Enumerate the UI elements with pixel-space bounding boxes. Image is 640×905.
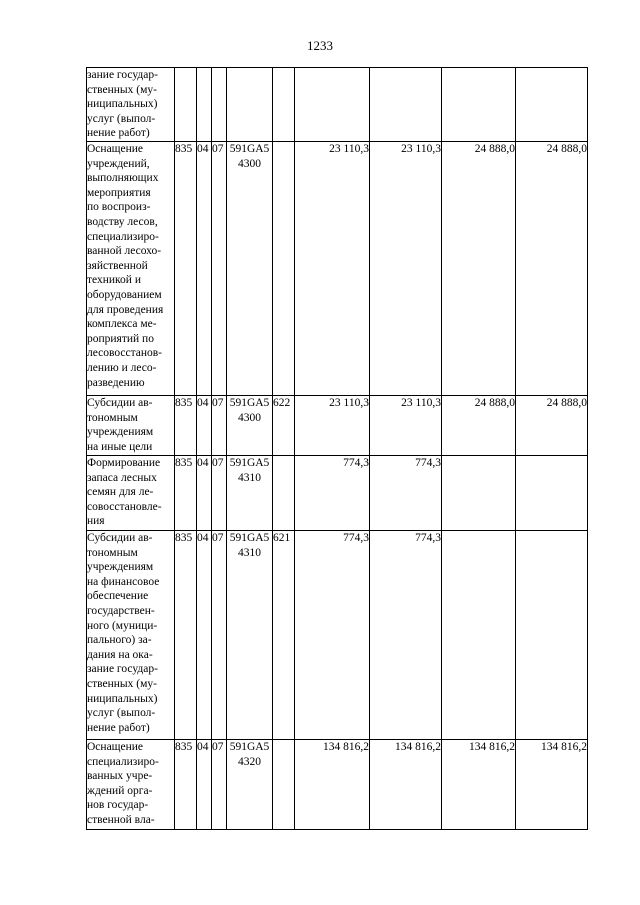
subsection-code: 07 (212, 396, 227, 456)
amount-3: 24 888,0 (442, 396, 516, 456)
row-name-line: ственных (му- (87, 83, 157, 96)
row-name-line: тономным (87, 411, 138, 424)
amount-4 (516, 531, 588, 740)
section-code: 04 (197, 396, 212, 456)
row-name-line: услуг (выпол- (87, 707, 156, 720)
amount-4: 24 888,0 (516, 396, 588, 456)
expense-type-code (273, 740, 295, 830)
table-row (87, 740, 588, 830)
row-name-line: комплекса ме- (87, 318, 157, 331)
amount-3 (442, 456, 516, 531)
amount-2: 134 816,2 (370, 740, 442, 830)
row-name (87, 142, 175, 396)
section-code (197, 68, 212, 142)
row-name-line: Оснащение (87, 741, 144, 753)
row-name-line: обеспечение (87, 590, 149, 603)
amount-2: 774,3 (370, 456, 442, 531)
table-row (87, 456, 588, 531)
target-code-line: 591GA5 (229, 397, 270, 409)
target-article-code (227, 531, 273, 740)
amount-1: 774,3 (295, 456, 370, 531)
target-code-line: 591GA5 (229, 741, 270, 753)
row-name-line: по воспроиз- (87, 201, 151, 214)
amount-3 (442, 531, 516, 740)
subsection-code (212, 68, 227, 142)
row-name-line: лесовосстанов- (87, 347, 163, 360)
target-article-code (227, 68, 273, 142)
target-code-line: 4300 (238, 157, 261, 170)
row-name-line: Субсидии ав- (87, 397, 153, 409)
amount-2 (370, 68, 442, 142)
row-name-line: техникой и (87, 274, 141, 287)
amount-1: 134 816,2 (295, 740, 370, 830)
row-name (87, 68, 175, 142)
amount-3: 24 888,0 (442, 142, 516, 396)
row-name-line: зание государ- (87, 69, 158, 81)
subsection-code: 07 (212, 142, 227, 396)
row-name-line: на иные цели (87, 440, 153, 453)
amount-1: 23 110,3 (295, 142, 370, 396)
amount-1: 23 110,3 (295, 396, 370, 456)
amount-3 (442, 68, 516, 142)
expense-type-code (273, 142, 295, 396)
target-article-code (227, 456, 273, 531)
target-code-line: 591GA5 (229, 532, 270, 544)
amount-4 (516, 456, 588, 531)
row-name-line: дания на ока- (87, 648, 153, 661)
row-name-line: государствен- (87, 604, 155, 617)
row-name-line: мероприятия (87, 186, 151, 199)
row-name-line: разведению (87, 376, 145, 389)
row-name-line: нение работ) (87, 721, 150, 734)
row-name-line: для проведения (87, 303, 164, 316)
section-code: 04 (197, 531, 212, 740)
table-row (87, 396, 588, 456)
row-name-line: Формирование (87, 457, 161, 469)
row-name-line: на финансовое (87, 575, 160, 588)
row-name-line: ванной лесохо- (87, 245, 162, 258)
amount-4: 24 888,0 (516, 142, 588, 396)
row-name-line: ванных учре- (87, 770, 153, 783)
amount-1 (295, 68, 370, 142)
expense-type-code: 621 (273, 531, 295, 740)
ministry-code (175, 68, 197, 142)
row-name-line: роприятий по (87, 332, 154, 345)
row-name-line: лению и лесо- (87, 361, 157, 374)
target-code-line: 4320 (238, 755, 261, 768)
table-row (87, 531, 588, 740)
target-article-code (227, 740, 273, 830)
amount-2: 23 110,3 (370, 396, 442, 456)
row-name-line: семян для ле- (87, 486, 154, 499)
row-name (87, 531, 175, 740)
row-name (87, 456, 175, 531)
target-code-line: 591GA5 (229, 143, 270, 155)
subsection-code: 07 (212, 740, 227, 830)
row-name-line: совосстановле- (87, 500, 162, 513)
row-name-line: ственных (му- (87, 677, 157, 690)
target-code-line: 4310 (238, 471, 261, 484)
row-name (87, 396, 175, 456)
row-name-line: Субсидии ав- (87, 532, 153, 544)
row-name-line: специализиро- (87, 230, 159, 243)
row-name-line: ния (87, 515, 105, 528)
target-code-line: 4310 (238, 546, 261, 559)
subsection-code: 07 (212, 531, 227, 740)
row-name-line: Оснащение (87, 143, 144, 155)
table-row (87, 142, 588, 396)
target-article-code (227, 396, 273, 456)
amount-2: 774,3 (370, 531, 442, 740)
row-name-line: оборудованием (87, 288, 162, 301)
amount-2: 23 110,3 (370, 142, 442, 396)
amount-4: 134 816,2 (516, 740, 588, 830)
page-number: 1233 (307, 38, 333, 53)
row-name-line: пального) за- (87, 634, 152, 647)
target-code-line: 4300 (238, 411, 261, 424)
row-name (87, 740, 175, 830)
row-name-line: ного (муници- (87, 619, 158, 632)
budget-table (86, 67, 588, 830)
ministry-code: 835 (175, 740, 197, 830)
row-name-line: выполняющих (87, 172, 159, 185)
amount-4 (516, 68, 588, 142)
target-code-line: 591GA5 (229, 457, 270, 469)
ministry-code: 835 (175, 142, 197, 396)
expense-type-code (273, 68, 295, 142)
expense-type-code: 622 (273, 396, 295, 456)
row-name-line: услуг (выпол- (87, 112, 156, 125)
amount-1: 774,3 (295, 531, 370, 740)
row-name-line: учреждениям (87, 561, 154, 574)
row-name-line: запаса лесных (87, 471, 157, 484)
target-article-code (227, 142, 273, 396)
expense-type-code (273, 456, 295, 531)
row-name-line: ждений орга- (87, 784, 153, 797)
row-name-line: зание государ- (87, 663, 158, 676)
row-name-line: нов государ- (87, 799, 149, 812)
table-row (87, 68, 588, 142)
section-code: 04 (197, 142, 212, 396)
row-name-line: водству лесов, (87, 215, 158, 228)
amount-3: 134 816,2 (442, 740, 516, 830)
row-name-line: учреждениям (87, 426, 154, 439)
section-code: 04 (197, 740, 212, 830)
row-name-line: учреждений, (87, 157, 150, 170)
row-name-line: зяйственной (87, 259, 148, 272)
row-name-line: нение работ) (87, 127, 150, 140)
ministry-code: 835 (175, 456, 197, 531)
subsection-code: 07 (212, 456, 227, 531)
row-name-line: ственной вла- (87, 813, 155, 826)
ministry-code: 835 (175, 531, 197, 740)
table-body (87, 68, 588, 830)
section-code: 04 (197, 456, 212, 531)
row-name-line: ниципальных) (87, 98, 158, 111)
row-name-line: специализиро- (87, 755, 159, 768)
row-name-line: ниципальных) (87, 692, 158, 705)
ministry-code: 835 (175, 396, 197, 456)
row-name-line: тономным (87, 546, 138, 559)
